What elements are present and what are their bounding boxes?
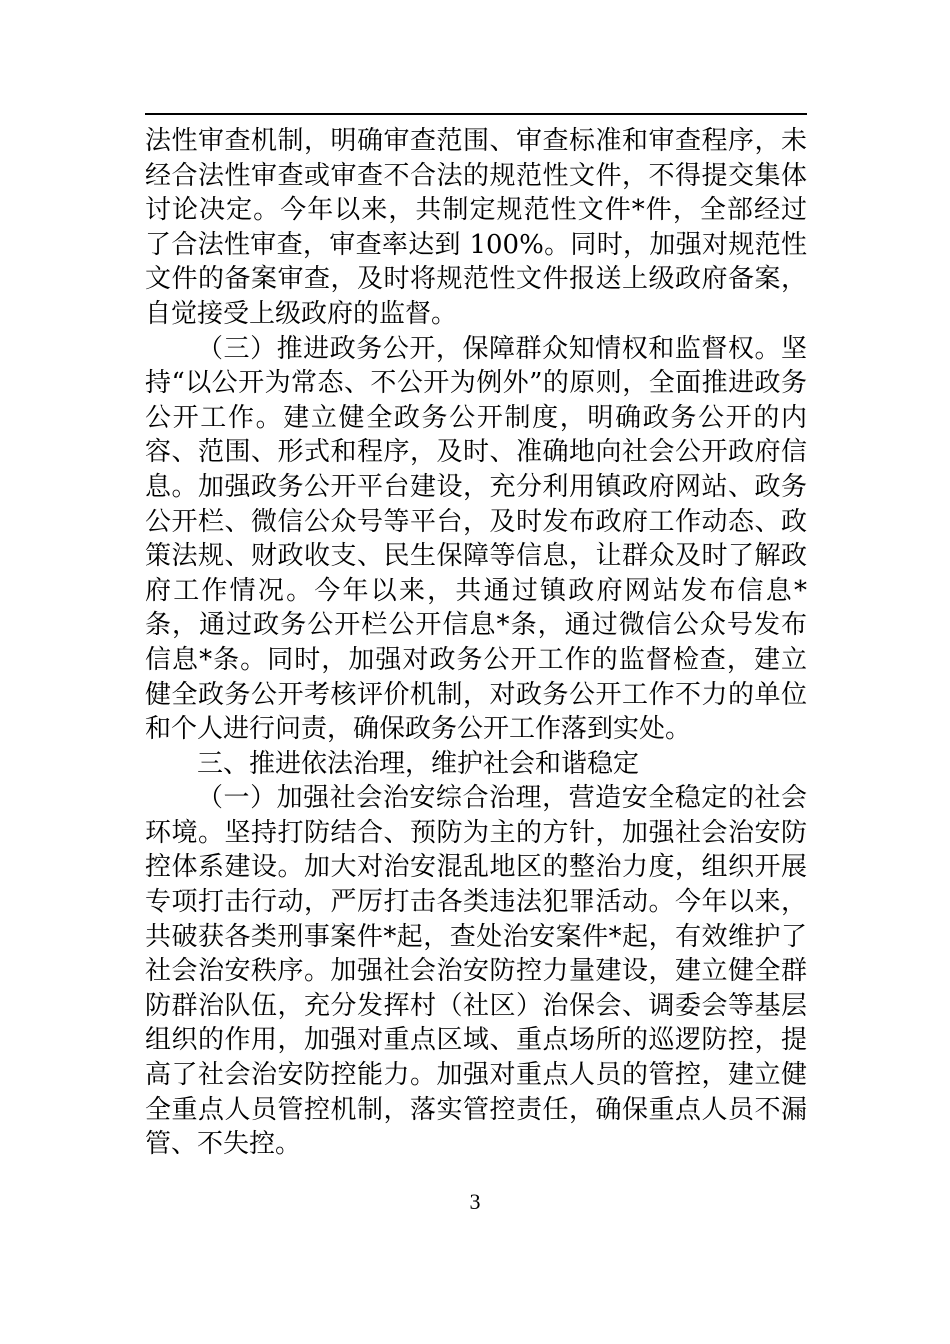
section-heading: 三、推进依法治理，维护社会和谐稳定: [197, 748, 640, 779]
paragraph-continuation: 法性审查机制，明确审查范围、审查标准和审查程序，未经合法性审查或审查不合法的规范性文件，不得提交集体讨论决定。今年以来，共制定规范性文件*件，全部经过了合法性审查，审查率达到 100%。同时，加强对规范性文件的备案审查，及时将规范性文件报送上级政府备案，自觉接受上级政府的监督。: [145, 126, 807, 329]
page-number: 3: [469, 1189, 481, 1214]
document-body: [145, 124, 807, 1162]
paragraph-section-3-2: （三）推进政务公开，保障群众知情权和监督权。坚持“以公开为常态、不公开为例外”的原则，全面推进政务公开工作。建立健全政务公开制度，明确政务公开的内容、范围、形式和程序，及时、准确地向社会公开政府信息。加强政务公开平台建设，充分利用镇政府网站、政务公开栏、微信公众号等平台，及时发布政府工作动态、政策法规、财政收支、民生保障等信息，让群众及时了解政府工作情况。今年以来，共通过镇政府网站发布信息*条，通过政务公开栏公开信息*条，通过微信公众号发布信息*条。同时，加强对政务公开工作的监督检查，建立健全政务公开考核评价机制，对政务公开工作不力的单位和个人进行问责，确保政务公开工作落到实处。: [145, 333, 807, 745]
header-rule: [145, 113, 807, 115]
paragraph-section-3-1: （一）加强社会治安综合治理，营造安全稳定的社会环境。坚持打防结合、预防为主的方针，加强社会治安防控体系建设。加大对治安混乱地区的整治力度，组织开展专项打击行动，严厉打击各类违法犯罪活动。今年以来，共破获各类刑事案件*起，查处治安案件*起，有效维护了社会治安秩序。加强社会治安防控力量建设，建立健全群防群治队伍，充分发挥村（社区）治保会、调委会等基层组织的作用，加强对重点区域、重点场所的巡逻防控，提高了社会治安防控能力。加强对重点人员的管控，建立健全重点人员管控机制，落实管控责任，确保重点人员不漏管、不失控。: [145, 783, 807, 1160]
